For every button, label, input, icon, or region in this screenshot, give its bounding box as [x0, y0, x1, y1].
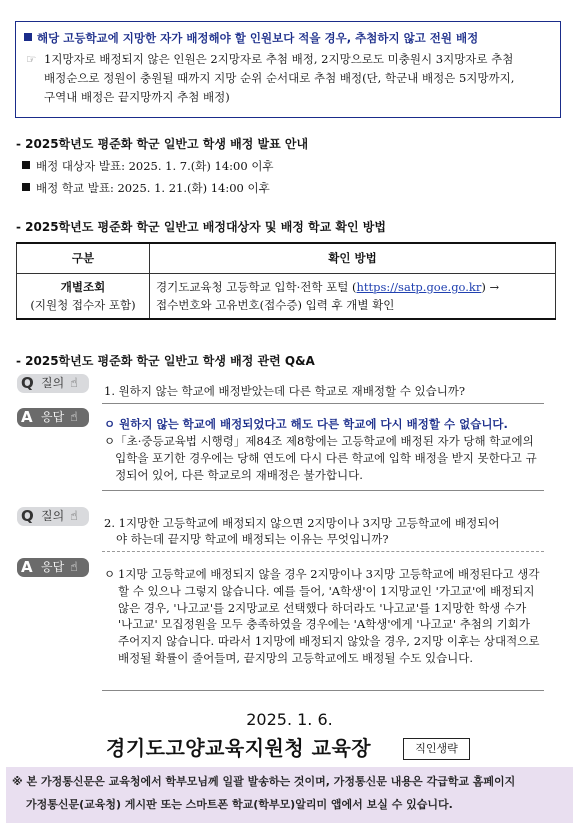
q-letter-icon: Q: [21, 374, 34, 392]
notice-body: [24, 50, 552, 107]
table-header-row: [17, 243, 556, 273]
hand-icon: ☝: [70, 376, 78, 391]
answer-2: ㅇ 1지망 고등학교에 배정되지 않을 경우 2지망이나 3지망 고등학교에 배정된다고 생각할 수 있으나 그렇지 않습니다. 예를 들어, 'A학생'이 1지망교인 '가고교'에 배정되지 않은 경우, '나고교'를 2지망교로 선택했다 하더라도 '나고교'를 1지망한 학생 수가 '나고교' 모집정원을 모두 충족하였을 경우에는 'A학생'에게 '나고교' 추첨의 기회가 주어지지 않습니다. 따라서 1지망에 배정되지 않았을 경우, 2지망 이후는 상대적으로 배정될 확률이 줄어들며, 끝지망의 고등학교에도 배정될 수도 있습니다.: [104, 566, 544, 667]
answer-1: ㅇ 원하지 않는 학교에 배정되었다고 해도 다른 학교에 다시 배정할 수 없습니다. ㅇ 「초·중등교육법 시행령」제84조 제8항에는 고등학교에 배정된 자가 당해 학교에의 입학을 포기한 경우에는 당해 연도에 다시 다른 학교에 입학 배정을 받지 못한다고 규정되어 있어, 다른 학교로의 재배정은 불가합니다.: [104, 416, 544, 484]
question-1: 1. 원하지 않는 학교에 배정받았는데 다른 학교로 재배정할 수 있습니까?: [104, 384, 466, 398]
hand-icon: ☝: [70, 509, 78, 524]
question-2: 2. 1지망한 고등학교에 배정되지 않으면 2지망이나 3지망 고등학교에 배정되어 야 하는데 끝지망 학교에 배정되는 이유는 무엇입니까?: [104, 516, 500, 546]
notice-line: 구역내 배정은 끝지망까지 추첨 배정): [44, 90, 230, 104]
announce-title: - 2025학년도 평준화 학군 일반고 학생 배정 발표 안내: [16, 137, 309, 151]
table-header: 확인 방법: [150, 243, 556, 273]
answer-1-highlight: 원하지 않는 학교에 배정되었다고 해도 다른 학교에 다시 배정할 수 없습니다.: [119, 417, 508, 431]
question-badge: Q 질의 ☝: [17, 374, 89, 393]
a-letter-icon: A: [21, 558, 33, 576]
notice-box: [15, 21, 561, 118]
notice-heading: 해당 고등학교에 지망한 자가 배정해야 할 인원보다 적을 경우, 추첨하지 않고 전원 배정: [24, 29, 552, 47]
answer-badge: A 응답 ☝: [17, 558, 89, 577]
hand-icon: ☝: [70, 410, 78, 425]
q-letter-icon: Q: [21, 507, 34, 525]
answer-2-body: 1지망 고등학교에 배정되지 않을 경우 2지망이나 3지망 고등학교에 배정된다고 생각할 수 있으나 그렇지 않습니다. 예를 들어, 'A학생'이 1지망교인 '가고교'에 배정되지 않은 경우, '나고교'를 2지망교로 선택했다 하더라도 '나고교'를 1지망한 학생 수가 '나고교' 모집정원을 모두 충족하였을 경우에는 'A학생'에게 '나고교' 추첨의 기회가 주어지지 않습니다. 따라서 1지망에 배정되지 않았을 경우, 2지망 이후는 상대적으로 배정될 확률이 줄어들며, 끝지망의 고등학교에도 배정될 수도 있습니다.: [118, 567, 540, 665]
hand-icon: ☝: [70, 560, 78, 575]
issue-date: 2025. 1. 6.: [246, 710, 333, 729]
qa-title: - 2025학년도 평준화 학군 일반고 학생 배정 관련 Q&A: [16, 354, 315, 368]
question-badge: Q 질의 ☝: [17, 507, 89, 526]
square-bullet-icon: [22, 183, 30, 191]
notice-line: 배정순으로 정원이 충원될 때까지 지망 순위 순서대로 추첨 배정(단, 학군내 배정은 5지망까지,: [44, 71, 515, 85]
check-title: - 2025학년도 평준화 학군 일반고 배정대상자 및 배정 학교 확인 방법: [16, 220, 386, 234]
notice-line: 1지망자로 배정되지 않은 인원은 2지망자로 추첨 배정, 2지망으로도 미충원시 3지망자로 추첨: [44, 52, 514, 66]
square-bullet-icon: [24, 33, 32, 41]
square-bullet-icon: [22, 161, 30, 169]
divider: [102, 403, 544, 404]
answer-1-body: 「초·중등교육법 시행령」제84조 제8항에는 고등학교에 배정된 자가 당해 학교에의 입학을 포기한 경우에는 당해 연도에 다시 다른 학교에 입학 배정을 받지 못한다고 규정되어 있어, 다른 학교로의 재배정은 불가합니다.: [115, 434, 537, 482]
divider: [102, 690, 544, 691]
table-row: [17, 273, 556, 319]
a-letter-icon: A: [21, 408, 33, 426]
signer-name: 경기도고양교육지원청 교육장: [106, 736, 372, 760]
pointing-hand-icon: ☞: [26, 52, 37, 66]
announce-item: 배정 대상자 발표: 2025. 1. 7.(화) 14:00 이후: [22, 158, 274, 174]
seal-omitted-box: 직인생략: [403, 738, 470, 760]
portal-link[interactable]: https://satp.goe.go.kr: [356, 279, 482, 294]
table-header: 구분: [17, 243, 150, 273]
divider: [102, 551, 544, 552]
table-cell-label: 개별조회 (지원청 접수자 포함): [17, 273, 150, 319]
footer-note: ※ 본 가정통신문은 교육청에서 학부모님께 일괄 발송하는 것이며, 가정통신문 내용은 각급학교 홈페이지 가정통신문(교육청) 게시판 또는 스마트폰 학교(학부모)알리미 앱에서 보실 수 있습니다.: [6, 767, 573, 823]
divider: [102, 490, 544, 491]
table-cell-method: 경기도교육청 고등학교 입학·전학 포털 (https://satp.goe.go.kr) → 접수번호와 고유번호(접수증) 입력 후 개별 확인: [150, 273, 556, 319]
answer-badge: A 응답 ☝: [17, 408, 89, 427]
check-table: [16, 242, 556, 320]
announce-item: 배정 학교 발표: 2025. 1. 21.(화) 14:00 이후: [22, 180, 270, 196]
